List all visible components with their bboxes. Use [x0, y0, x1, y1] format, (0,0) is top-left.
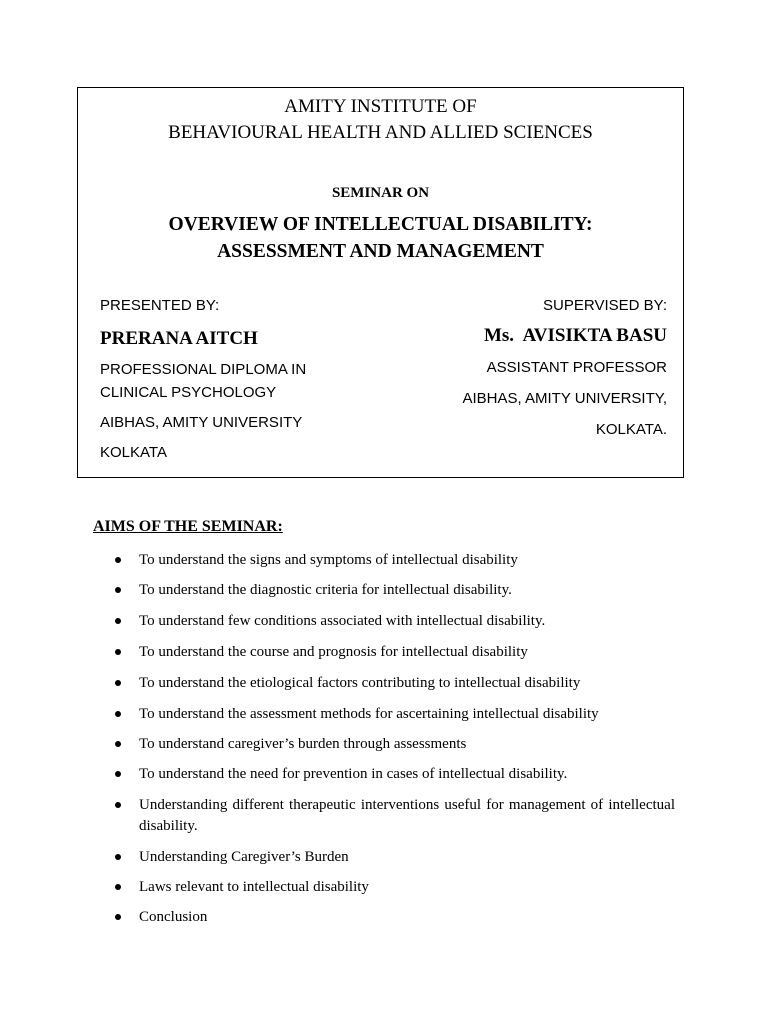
institute-name-line1: AMITY INSTITUTE OF — [284, 96, 477, 117]
supervisor-designation: ASSISTANT PROFESSOR — [486, 359, 667, 376]
list-item — [115, 673, 675, 694]
list-item — [115, 877, 675, 898]
supervisor-city: KOLKATA. — [595, 421, 667, 438]
bullet-icon — [115, 854, 121, 860]
list-item — [115, 734, 675, 755]
aim-text: To understand the etiological factors contributing to intellectual disability — [139, 675, 581, 691]
list-item — [115, 704, 675, 725]
presenter-name: PRERANA AITCH — [100, 328, 258, 349]
aim-text: To understand caregiver’s burden through assessments — [139, 736, 467, 752]
aim-text: Conclusion — [139, 909, 208, 925]
seminar-topic-line1: OVERVIEW OF INTELLECTUAL DISABILITY: — [168, 214, 593, 235]
bullet-icon — [115, 741, 121, 747]
aim-text: Understanding Caregiver’s Burden — [139, 849, 349, 865]
aims-heading: AIMS OF THE SEMINAR: — [93, 518, 283, 535]
presenter-city: KOLKATA — [100, 444, 167, 461]
seminar-on-label: SEMINAR ON — [331, 185, 430, 201]
bullet-icon — [115, 802, 121, 808]
list-item — [115, 642, 675, 663]
presenter-course-line1: PROFESSIONAL DIPLOMA IN — [100, 361, 307, 378]
presenter-course-line2: CLINICAL PSYCHOLOGY — [100, 384, 277, 401]
bullet-icon — [115, 914, 121, 920]
list-item — [115, 580, 675, 601]
bullet-icon — [115, 680, 121, 686]
list-item — [115, 795, 675, 837]
list-item — [115, 847, 675, 868]
bullet-icon — [115, 771, 121, 777]
bullet-icon — [115, 711, 121, 717]
bullet-icon — [115, 557, 121, 563]
list-item — [115, 611, 675, 632]
aim-text: To understand the diagnostic criteria for intellectual disability. — [139, 582, 512, 598]
seminar-topic-line2: ASSESSMENT AND MANAGEMENT — [217, 241, 544, 262]
aim-text: To understand the need for prevention in cases of intellectual disability. — [139, 766, 568, 782]
aim-text: To understand the course and prognosis for intellectual disability — [139, 644, 528, 660]
supervisor-institution: AIBHAS, AMITY UNIVERSITY, — [462, 390, 667, 407]
bullet-icon — [115, 618, 121, 624]
list-item — [115, 907, 675, 928]
bullet-icon — [115, 587, 121, 593]
bullet-icon — [115, 884, 121, 890]
list-item — [115, 550, 675, 571]
supervisor-name: Ms. AVISIKTA BASU — [483, 325, 667, 346]
supervised-by-label: SUPERVISED BY: — [543, 297, 667, 314]
bullet-icon — [115, 649, 121, 655]
aim-text: To understand few conditions associated with intellectual disability. — [139, 613, 546, 629]
institute-name-line2: BEHAVIOURAL HEALTH AND ALLIED SCIENCES — [168, 122, 593, 143]
aim-text: Laws relevant to intellectual disability — [139, 879, 369, 895]
list-item — [115, 764, 675, 785]
presented-by-label: PRESENTED BY: — [100, 297, 220, 314]
aim-text: To understand the assessment methods for ascertaining intellectual disability — [139, 706, 599, 722]
title-box — [77, 87, 684, 478]
aim-text: Understanding different therapeutic interventions useful for management of intellectual disability. — [139, 797, 675, 834]
presenter-institution: AIBHAS, AMITY UNIVERSITY — [100, 414, 303, 431]
aim-text: To understand the signs and symptoms of intellectual disability — [139, 552, 518, 568]
